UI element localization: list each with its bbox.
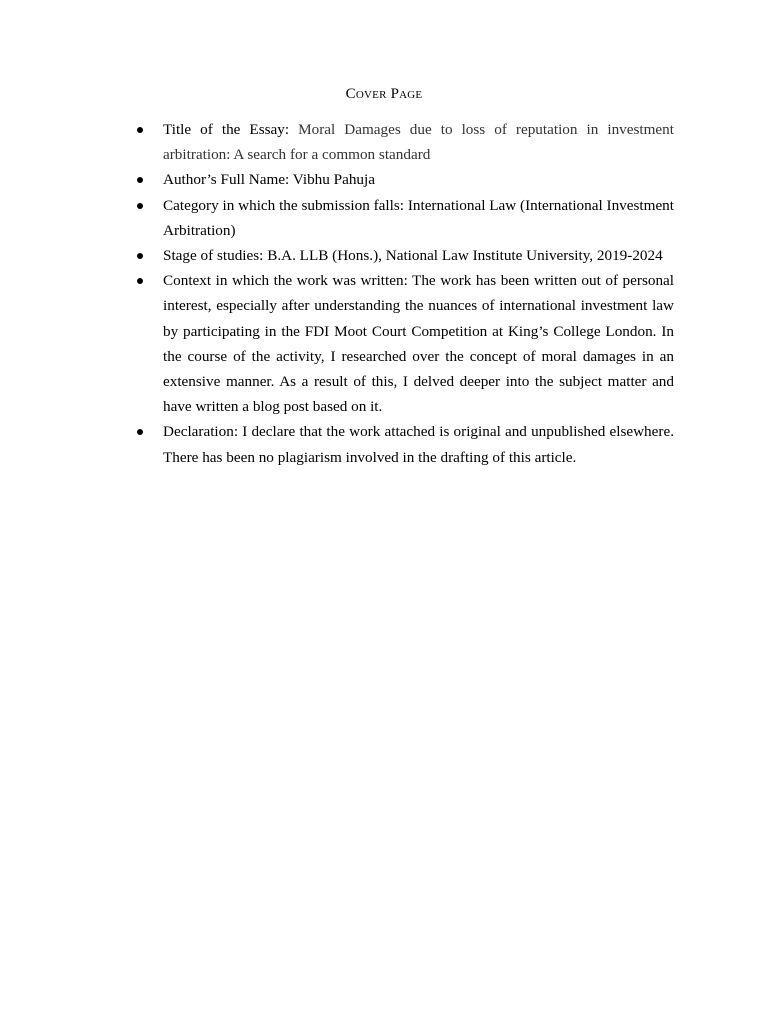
- bullet-icon: [137, 278, 143, 284]
- list-item-text: Category in which the submission falls: International Law (International Investment Arbitration): [163, 196, 674, 239]
- bullet-icon: [137, 429, 143, 435]
- list-item-author: [163, 167, 674, 192]
- list-item-text: Stage of studies: B.A. LLB (Hons.), National Law Institute University, 2019-2024: [163, 247, 663, 265]
- bullet-icon: [137, 203, 143, 209]
- bullet-icon: [137, 177, 143, 183]
- bullet-icon: [137, 127, 143, 133]
- title-label: Title of the Essay:: [163, 121, 290, 138]
- list-item-context: [163, 268, 674, 419]
- list-item-text: Context in which the work was written: The work has been written out of personal interest, especially after understanding the nuances of international investment law by participating in the FDI Moot Court Competition at King’s College London. In the course of the activity, I researched over the concept of moral damages in an extensive manner. As a result of this, I delved deeper into the subject matter and have written a blog post based on it.: [163, 272, 674, 416]
- page-title: Cover Page: [345, 86, 423, 102]
- cover-details-list: [163, 117, 674, 470]
- bullet-icon: [137, 253, 143, 259]
- list-item-title: [163, 117, 674, 167]
- list-item-stage: [163, 243, 674, 268]
- list-item-category: [163, 193, 674, 243]
- list-item-text: Author’s Full Name: Vibhu Pahuja: [163, 171, 375, 189]
- title-value: Moral Damages due to loss of reputation in investment arbitration: A search for a common standard: [163, 121, 674, 164]
- list-item-text: Declaration: I declare that the work attached is original and unpublished elsewhere. There has been no plagiarism involved in the drafting of this article.: [163, 423, 674, 466]
- list-item-text: [163, 117, 674, 167]
- list-item-declaration: [163, 419, 674, 469]
